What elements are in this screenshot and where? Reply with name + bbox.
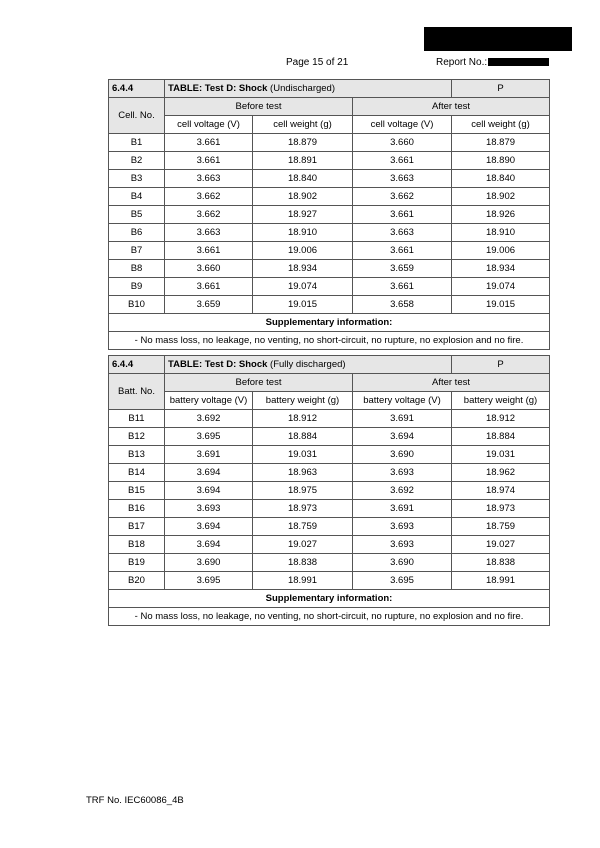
table-cell: 18.759 — [253, 518, 353, 536]
table-cell: 18.975 — [253, 482, 353, 500]
table-cell: 3.695 — [165, 428, 253, 446]
table-cell: 3.693 — [165, 500, 253, 518]
table-cell: 3.695 — [165, 572, 253, 590]
table-row — [109, 260, 550, 278]
table-cell: 19.074 — [253, 278, 353, 296]
table-cell: B15 — [109, 482, 165, 500]
verdict: P — [452, 80, 550, 98]
table-header-row — [109, 98, 550, 116]
table-cell: 18.879 — [452, 134, 550, 152]
table-title-condition: (Undischarged) — [267, 83, 335, 94]
table-cell: 18.926 — [452, 206, 550, 224]
table-cell: 18.840 — [452, 170, 550, 188]
table-cell: 3.692 — [165, 410, 253, 428]
table-row — [109, 428, 550, 446]
table-row — [109, 134, 550, 152]
supplementary-text: - No mass loss, no leakage, no venting, no short-circuit, no rupture, no explosion and no fire. — [109, 608, 550, 626]
table-cell: 19.031 — [253, 446, 353, 464]
table-cell: B20 — [109, 572, 165, 590]
table-cell: 3.663 — [165, 224, 253, 242]
table-cell: B4 — [109, 188, 165, 206]
table-row — [109, 572, 550, 590]
table-cell: B6 — [109, 224, 165, 242]
column-header: battery voltage (V) — [353, 392, 452, 410]
table-cell: 18.838 — [452, 554, 550, 572]
table-cell: B3 — [109, 170, 165, 188]
table-cell: 3.694 — [165, 518, 253, 536]
table-cell: 3.663 — [165, 170, 253, 188]
table-cell: 3.663 — [353, 224, 452, 242]
table-title — [165, 80, 452, 98]
table-cell: 19.006 — [253, 242, 353, 260]
table-cell: 18.910 — [452, 224, 550, 242]
table-cell: 3.662 — [353, 188, 452, 206]
clause-number — [109, 80, 165, 98]
table-cell: 18.902 — [253, 188, 353, 206]
table-row — [109, 554, 550, 572]
trf-number: TRF No. IEC60086_4B — [86, 795, 184, 806]
supplementary-label-text: Supplementary information: — [265, 317, 393, 328]
column-header: battery weight (g) — [253, 392, 353, 410]
table-row — [109, 206, 550, 224]
table-cell: 19.006 — [452, 242, 550, 260]
report-number-label: Report No.: — [436, 57, 488, 68]
table-cell: 18.973 — [253, 500, 353, 518]
shock-test-table-undischarged — [108, 79, 550, 350]
redaction-bar-report-number — [488, 58, 549, 66]
table-cell: 18.962 — [452, 464, 550, 482]
table-cell: 3.661 — [165, 152, 253, 170]
table-cell: B19 — [109, 554, 165, 572]
table-cell: 3.662 — [165, 188, 253, 206]
table-body — [109, 356, 550, 626]
before-test-header: Before test — [165, 98, 353, 116]
id-column-header: Cell. No. — [109, 98, 165, 134]
table-row — [109, 278, 550, 296]
table-cell: B7 — [109, 242, 165, 260]
table-cell: B14 — [109, 464, 165, 482]
supplementary-text-row — [109, 332, 550, 350]
table-row — [109, 242, 550, 260]
table-title — [165, 356, 452, 374]
table-cell: 3.691 — [165, 446, 253, 464]
supplementary-label — [109, 314, 550, 332]
table-cell: 3.691 — [353, 410, 452, 428]
supplementary-label — [109, 590, 550, 608]
table-cell: 3.658 — [353, 296, 452, 314]
table-row — [109, 224, 550, 242]
table-cell: 3.693 — [353, 518, 452, 536]
table-cell: 18.840 — [253, 170, 353, 188]
after-test-header: After test — [353, 98, 550, 116]
supplementary-label-row — [109, 590, 550, 608]
table-cell: 3.660 — [165, 260, 253, 278]
id-column-header: Batt. No. — [109, 374, 165, 410]
table-cell: 18.934 — [452, 260, 550, 278]
table-cell: 3.661 — [353, 152, 452, 170]
supplementary-text: - No mass loss, no leakage, no venting, no short-circuit, no rupture, no explosion and no fire. — [109, 332, 550, 350]
table-title-bold: TABLE: Test D: Shock — [168, 83, 268, 94]
table-title-row — [109, 80, 550, 98]
table-cell: 3.691 — [353, 500, 452, 518]
table-cell: 3.690 — [165, 554, 253, 572]
table-cell: 18.963 — [253, 464, 353, 482]
table-cell: 18.991 — [253, 572, 353, 590]
table-cell: 3.661 — [353, 278, 452, 296]
table-cell: 3.661 — [353, 206, 452, 224]
table-cell: 3.690 — [353, 446, 452, 464]
table-cell: 3.695 — [353, 572, 452, 590]
table-row — [109, 410, 550, 428]
table-cell: 18.910 — [253, 224, 353, 242]
table-cell: 18.991 — [452, 572, 550, 590]
table-cell: B9 — [109, 278, 165, 296]
table-cell: 3.662 — [165, 206, 253, 224]
table-cell: B1 — [109, 134, 165, 152]
table-cell: B12 — [109, 428, 165, 446]
table-cell: 18.934 — [253, 260, 353, 278]
clause-number-text: 6.4.4 — [112, 83, 134, 94]
clause-number-text: 6.4.4 — [112, 359, 134, 370]
table-cell: 19.027 — [253, 536, 353, 554]
table-cell: 18.974 — [452, 482, 550, 500]
table-row — [109, 536, 550, 554]
column-header: cell weight (g) — [253, 116, 353, 134]
table-title-row — [109, 356, 550, 374]
table-cell: 19.015 — [452, 296, 550, 314]
table-cell: 3.690 — [353, 554, 452, 572]
table-cell: 3.659 — [353, 260, 452, 278]
table-row — [109, 296, 550, 314]
table-row — [109, 152, 550, 170]
table-row — [109, 170, 550, 188]
redaction-bar-top — [424, 27, 572, 51]
table-cell: 19.074 — [452, 278, 550, 296]
page-number: Page 15 of 21 — [286, 57, 349, 68]
table-row — [109, 500, 550, 518]
table-cell: 3.694 — [353, 428, 452, 446]
table-cell: 18.912 — [452, 410, 550, 428]
table-cell: B2 — [109, 152, 165, 170]
table-cell: 3.692 — [353, 482, 452, 500]
table-header-row — [109, 374, 550, 392]
table-cell: 3.661 — [165, 278, 253, 296]
table-cell: 3.661 — [353, 242, 452, 260]
table-cell: 18.759 — [452, 518, 550, 536]
table-cell: 3.694 — [165, 536, 253, 554]
column-header: battery weight (g) — [452, 392, 550, 410]
table-subheader-row — [109, 392, 550, 410]
table-cell: B8 — [109, 260, 165, 278]
table-cell: 18.973 — [452, 500, 550, 518]
column-header: battery voltage (V) — [165, 392, 253, 410]
table-row — [109, 188, 550, 206]
table-cell: 3.663 — [353, 170, 452, 188]
table-cell: 3.694 — [165, 464, 253, 482]
table-cell: 19.027 — [452, 536, 550, 554]
after-test-header: After test — [353, 374, 550, 392]
table-row — [109, 518, 550, 536]
verdict: P — [452, 356, 550, 374]
table-cell: 3.661 — [165, 134, 253, 152]
table-body — [109, 80, 550, 350]
table-cell: B17 — [109, 518, 165, 536]
table-cell: 18.884 — [253, 428, 353, 446]
table-title-condition: (Fully discharged) — [267, 359, 346, 370]
table-cell: 18.912 — [253, 410, 353, 428]
column-header: cell weight (g) — [452, 116, 550, 134]
table-cell: 19.015 — [253, 296, 353, 314]
table-cell: 3.661 — [165, 242, 253, 260]
before-test-header: Before test — [165, 374, 353, 392]
table-title-bold: TABLE: Test D: Shock — [168, 359, 268, 370]
table-cell: 18.891 — [253, 152, 353, 170]
clause-number — [109, 356, 165, 374]
table-row — [109, 482, 550, 500]
column-header: cell voltage (V) — [165, 116, 253, 134]
supplementary-label-text: Supplementary information: — [265, 593, 393, 604]
supplementary-text-row — [109, 608, 550, 626]
table-cell: 18.890 — [452, 152, 550, 170]
table-row — [109, 446, 550, 464]
table-cell: B18 — [109, 536, 165, 554]
table-subheader-row — [109, 116, 550, 134]
table-cell: 18.884 — [452, 428, 550, 446]
table-cell: B5 — [109, 206, 165, 224]
table-cell: 18.879 — [253, 134, 353, 152]
table-cell: 18.838 — [253, 554, 353, 572]
supplementary-label-row — [109, 314, 550, 332]
table-cell: 3.659 — [165, 296, 253, 314]
table-cell: B11 — [109, 410, 165, 428]
table-cell: B10 — [109, 296, 165, 314]
table-cell: 3.660 — [353, 134, 452, 152]
column-header: cell voltage (V) — [353, 116, 452, 134]
table-cell: B13 — [109, 446, 165, 464]
table-cell: 3.694 — [165, 482, 253, 500]
table-cell: 3.693 — [353, 464, 452, 482]
shock-test-table-fully-discharged — [108, 355, 550, 626]
table-cell: B16 — [109, 500, 165, 518]
table-row — [109, 464, 550, 482]
table-cell: 18.927 — [253, 206, 353, 224]
table-cell: 3.693 — [353, 536, 452, 554]
table-cell: 19.031 — [452, 446, 550, 464]
table-cell: 18.902 — [452, 188, 550, 206]
